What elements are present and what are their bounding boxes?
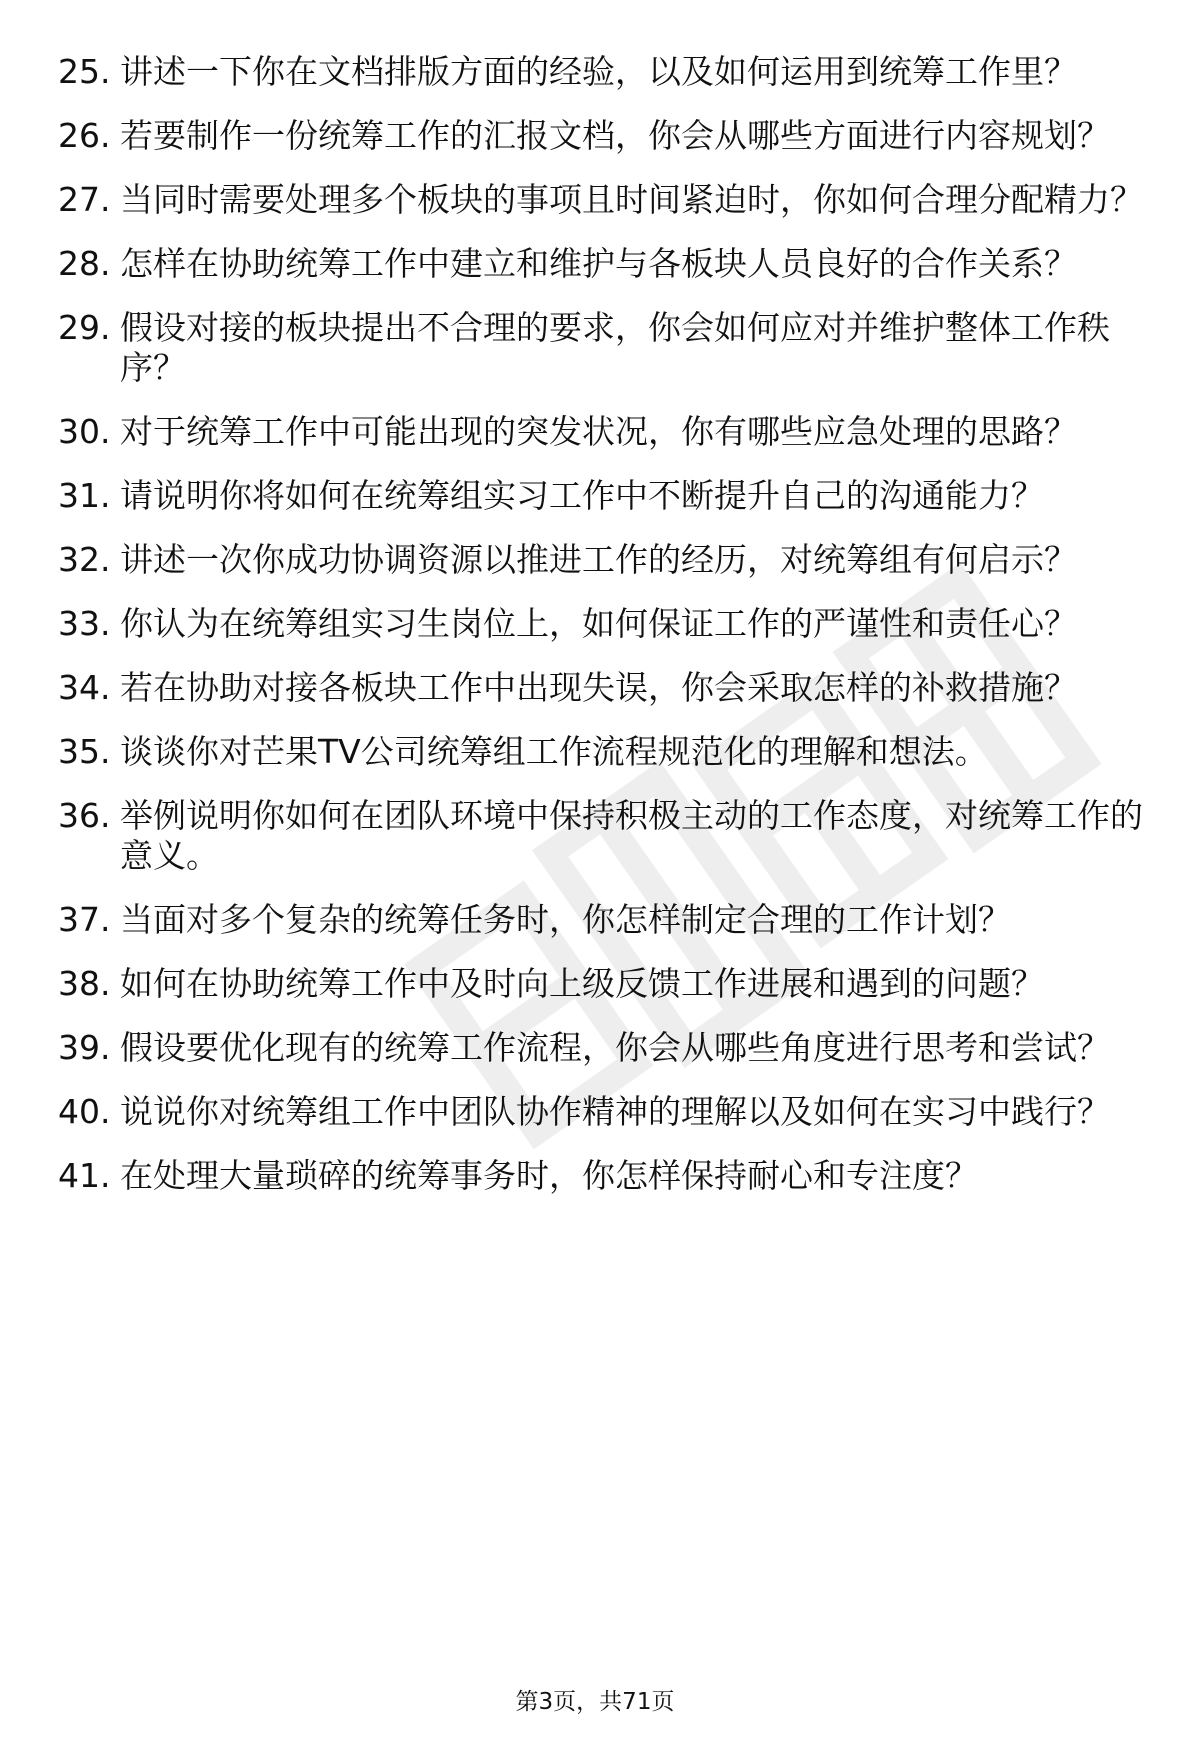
question-text: 谈谈你对芒果TV公司统筹组工作流程规范化的理解和想法。 <box>120 732 988 771</box>
question-number: 27. <box>58 180 111 219</box>
question-text: 讲述一下你在文档排版方面的经验，以及如何运用到统筹工作里？ <box>120 52 1077 91</box>
question-item <box>58 964 1148 1004</box>
question-item <box>58 796 1148 876</box>
question-item <box>58 308 1148 388</box>
question-number: 28. <box>58 244 111 283</box>
question-item <box>58 604 1148 644</box>
question-item <box>58 1028 1148 1068</box>
question-text: 举例说明你如何在团队环境中保持积极主动的工作态度，对统筹工作的意义。 <box>120 796 1143 875</box>
question-number: 33. <box>58 604 111 643</box>
question-number: 41. <box>58 1156 111 1195</box>
question-number: 35. <box>58 732 111 771</box>
question-text: 请说明你将如何在统筹组实习工作中不断提升自己的沟通能力？ <box>120 476 1044 515</box>
question-number: 40. <box>58 1092 111 1131</box>
question-number: 25. <box>58 52 111 91</box>
question-number: 30. <box>58 412 111 451</box>
question-item <box>58 116 1148 156</box>
question-number: 31. <box>58 476 111 515</box>
question-text: 假设要优化现有的统筹工作流程，你会从哪些角度进行思考和尝试？ <box>120 1028 1110 1067</box>
question-item <box>58 540 1148 580</box>
question-item <box>58 180 1148 220</box>
question-item <box>58 412 1148 452</box>
question-text: 你认为在统筹组实习生岗位上，如何保证工作的严谨性和责任心？ <box>120 604 1077 643</box>
question-item <box>58 52 1148 92</box>
question-text: 对于统筹工作中可能出现的突发状况，你有哪些应急处理的思路？ <box>120 412 1077 451</box>
question-text: 说说你对统筹组工作中团队协作精神的理解以及如何在实习中践行？ <box>120 1092 1110 1131</box>
question-number: 39. <box>58 1028 111 1067</box>
question-text: 若要制作一份统筹工作的汇报文档，你会从哪些方面进行内容规划？ <box>120 116 1110 155</box>
question-number: 32. <box>58 540 111 579</box>
question-number: 34. <box>58 668 111 707</box>
question-text: 假设对接的板块提出不合理的要求，你会如何应对并维护整体工作秩序？ <box>120 308 1110 387</box>
page-footer: 第3页，共71页 <box>515 1689 675 1715</box>
question-item <box>58 900 1148 940</box>
question-text: 若在协助对接各板块工作中出现失误，你会采取怎样的补救措施？ <box>120 668 1077 707</box>
question-item <box>58 1092 1148 1132</box>
question-text: 当同时需要处理多个板块的事项且时间紧迫时，你如何合理分配精力？ <box>120 180 1143 219</box>
question-list <box>58 52 1148 1220</box>
question-item <box>58 732 1148 772</box>
question-number: 38. <box>58 964 111 1003</box>
question-text: 讲述一次你成功协调资源以推进工作的经历，对统筹组有何启示？ <box>120 540 1077 579</box>
question-item <box>58 668 1148 708</box>
question-text: 当面对多个复杂的统筹任务时，你怎样制定合理的工作计划？ <box>120 900 1011 939</box>
question-number: 37. <box>58 900 111 939</box>
question-number: 26. <box>58 116 111 155</box>
question-item <box>58 244 1148 284</box>
question-text: 如何在协助统筹工作中及时向上级反馈工作进展和遇到的问题？ <box>120 964 1044 1003</box>
question-text: 在处理大量琐碎的统筹事务时，你怎样保持耐心和专注度？ <box>120 1156 978 1195</box>
question-number: 36. <box>58 796 111 835</box>
question-item <box>58 1156 1148 1196</box>
question-number: 29. <box>58 308 111 347</box>
question-text: 怎样在协助统筹工作中建立和维护与各板块人员良好的合作关系？ <box>120 244 1077 283</box>
question-item <box>58 476 1148 516</box>
